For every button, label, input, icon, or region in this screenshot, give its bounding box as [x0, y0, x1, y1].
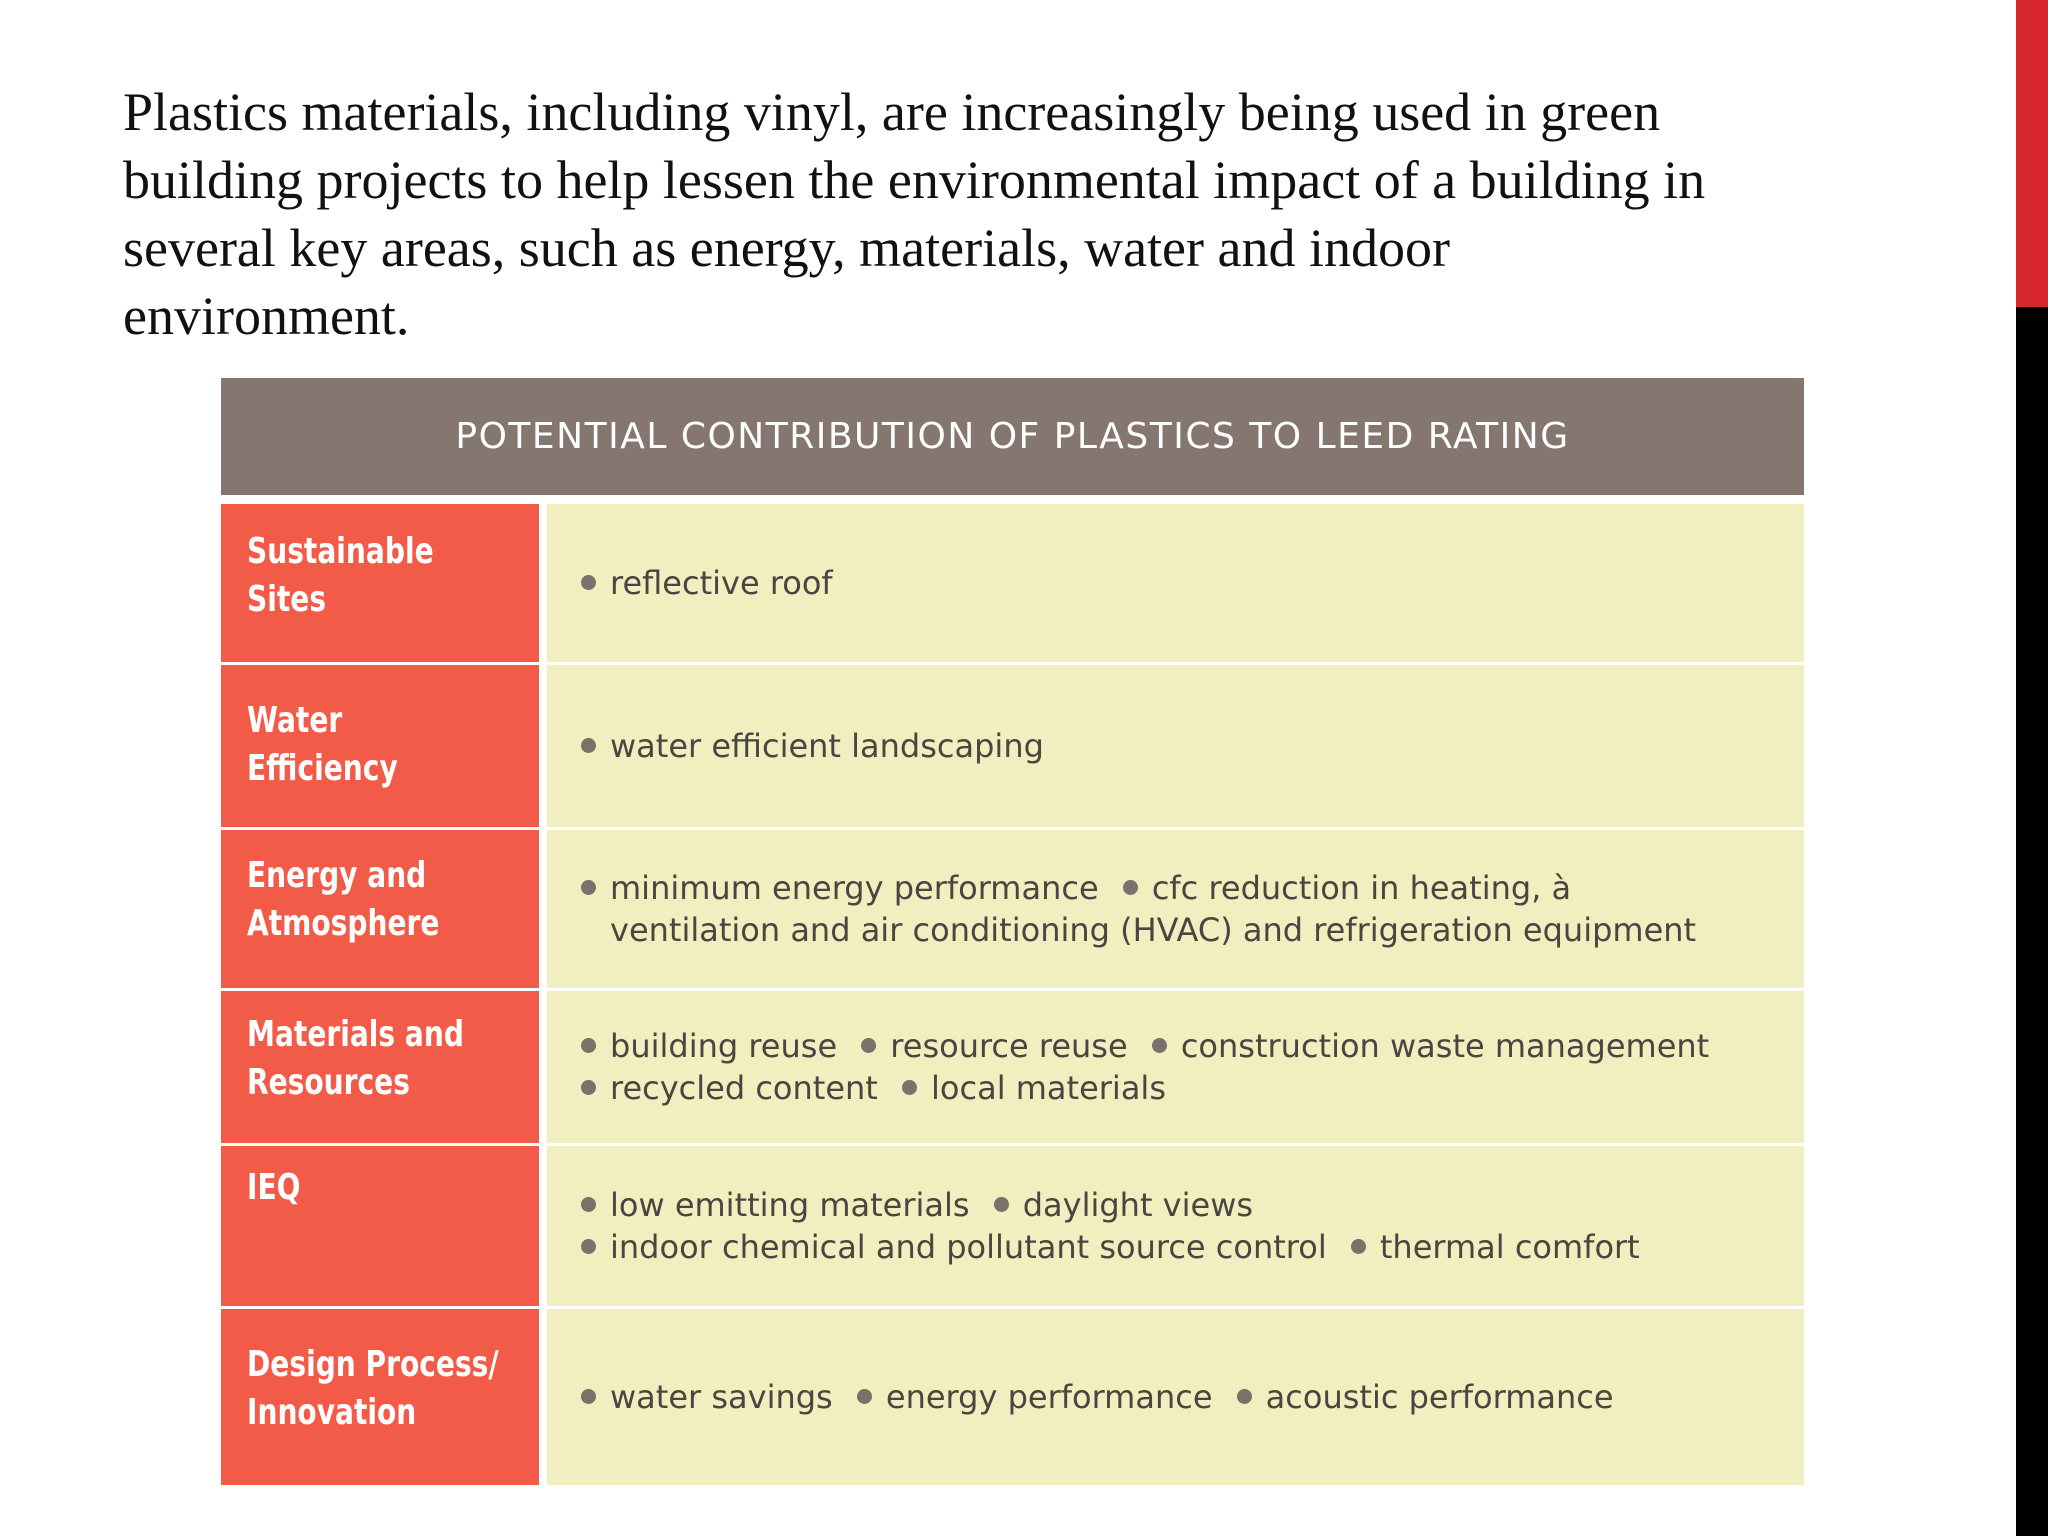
row-divider [539, 665, 547, 827]
row-divider [539, 504, 547, 662]
bullet-icon [902, 1080, 917, 1095]
leed-table [221, 378, 1804, 1485]
list-item [581, 1228, 1327, 1266]
row-label-line: Sustainable [247, 531, 434, 572]
row-label-line: Atmosphere [247, 903, 440, 944]
bullet-icon [581, 738, 596, 753]
item-text: energy performance [885, 1378, 1213, 1416]
table-title: POTENTIAL CONTRIBUTION OF PLASTICS TO LEED RATING [221, 378, 1804, 495]
item-text: construction waste management [1180, 1027, 1710, 1065]
row-label [221, 504, 539, 662]
bullet-icon [1152, 1038, 1167, 1053]
row-divider [539, 991, 547, 1143]
item-text: water efficient landscaping [610, 727, 1044, 765]
table-row-ieq [221, 1146, 1804, 1309]
bullet-icon [581, 1389, 596, 1404]
bullet-icon [581, 1080, 596, 1095]
row-label-line: Resources [247, 1062, 410, 1103]
intro-paragraph [123, 78, 1843, 350]
header-gap [221, 495, 1804, 504]
item-text-continued: ventilation and air conditioning (HVAC) and refrigeration equipment [610, 911, 1697, 949]
list-item [581, 1027, 837, 1065]
item-text: reflective roof [610, 564, 833, 602]
row-label [221, 1309, 539, 1485]
item-text: resource reuse [890, 1027, 1128, 1065]
row-content [547, 1146, 1804, 1306]
intro-line: building projects to help lessen the environmental impact of a building in [123, 150, 1706, 210]
row-label [221, 665, 539, 827]
table-row-water-efficiency [221, 665, 1804, 830]
table-row-sustainable-sites [221, 504, 1804, 665]
item-text: cfc reduction in heating, à [1151, 869, 1572, 907]
row-label-line: Efficiency [247, 748, 398, 789]
row-content [547, 991, 1804, 1143]
bullet-icon [581, 575, 596, 590]
row-label [221, 1146, 539, 1306]
bullet-icon [581, 1239, 596, 1254]
row-divider [539, 1146, 547, 1306]
item-text: thermal comfort [1379, 1228, 1640, 1266]
table-row-energy-atmosphere [221, 830, 1804, 991]
content-line [581, 1025, 1804, 1067]
content-line [581, 1376, 1804, 1418]
row-label-line: Sites [247, 579, 327, 620]
list-item [847, 1027, 1127, 1065]
list-item [581, 564, 833, 602]
list-item [581, 869, 1099, 907]
list-item [581, 1378, 833, 1416]
bullet-icon [1237, 1389, 1252, 1404]
item-text: daylight views [1022, 1186, 1254, 1224]
row-content [547, 504, 1804, 662]
content-line [581, 562, 1804, 604]
row-label-line: Water [247, 700, 343, 741]
item-text: acoustic performance [1265, 1378, 1614, 1416]
list-item [1138, 1027, 1709, 1065]
intro-line: Plastics materials, including vinyl, are increasingly being used in green [123, 82, 1661, 142]
bullet-icon [581, 880, 596, 895]
list-item [581, 1186, 970, 1224]
list-item [1223, 1378, 1614, 1416]
list-item [1109, 869, 1571, 907]
slide-accent-bar-red [2016, 0, 2048, 307]
table-row-materials-resources [221, 991, 1804, 1146]
list-item [1337, 1228, 1640, 1266]
intro-line: environment. [123, 286, 410, 346]
content-line [581, 867, 1804, 909]
content-line [581, 909, 1804, 951]
row-label [221, 830, 539, 988]
content-line [581, 1184, 1804, 1226]
row-content [547, 665, 1804, 827]
bullet-icon [994, 1197, 1009, 1212]
list-item [581, 727, 1044, 765]
list-item [888, 1069, 1166, 1107]
list-item [980, 1186, 1253, 1224]
row-label-line: Innovation [247, 1392, 417, 1433]
content-line [581, 1226, 1804, 1268]
row-label-line: IEQ [247, 1167, 301, 1208]
item-text: local materials [931, 1069, 1166, 1107]
bullet-icon [861, 1038, 876, 1053]
row-content [547, 1309, 1804, 1485]
bullet-icon [581, 1038, 596, 1053]
bullet-icon [581, 1197, 596, 1212]
row-label-line: Energy and [247, 855, 427, 896]
item-text: minimum energy performance [610, 869, 1099, 907]
list-item [581, 1069, 878, 1107]
row-divider [539, 830, 547, 988]
table-row-design-innovation [221, 1309, 1804, 1485]
content-line [581, 1067, 1804, 1109]
item-text: recycled content [610, 1069, 878, 1107]
bullet-icon [1351, 1239, 1366, 1254]
content-line [581, 725, 1804, 767]
row-label-line: Design Process/ [247, 1344, 499, 1385]
bullet-icon [1123, 880, 1138, 895]
item-text: building reuse [610, 1027, 838, 1065]
item-text: indoor chemical and pollutant source control [610, 1228, 1327, 1266]
row-label-line: Materials and [247, 1014, 464, 1055]
row-label [221, 991, 539, 1143]
slide-accent-bar-black [2016, 307, 2048, 1536]
bullet-icon [857, 1389, 872, 1404]
row-content [547, 830, 1804, 988]
item-text: water savings [610, 1378, 833, 1416]
list-item [843, 1378, 1213, 1416]
row-divider [539, 1309, 547, 1485]
item-text: low emitting materials [610, 1186, 970, 1224]
intro-line: several key areas, such as energy, materials, water and indoor [123, 218, 1450, 278]
